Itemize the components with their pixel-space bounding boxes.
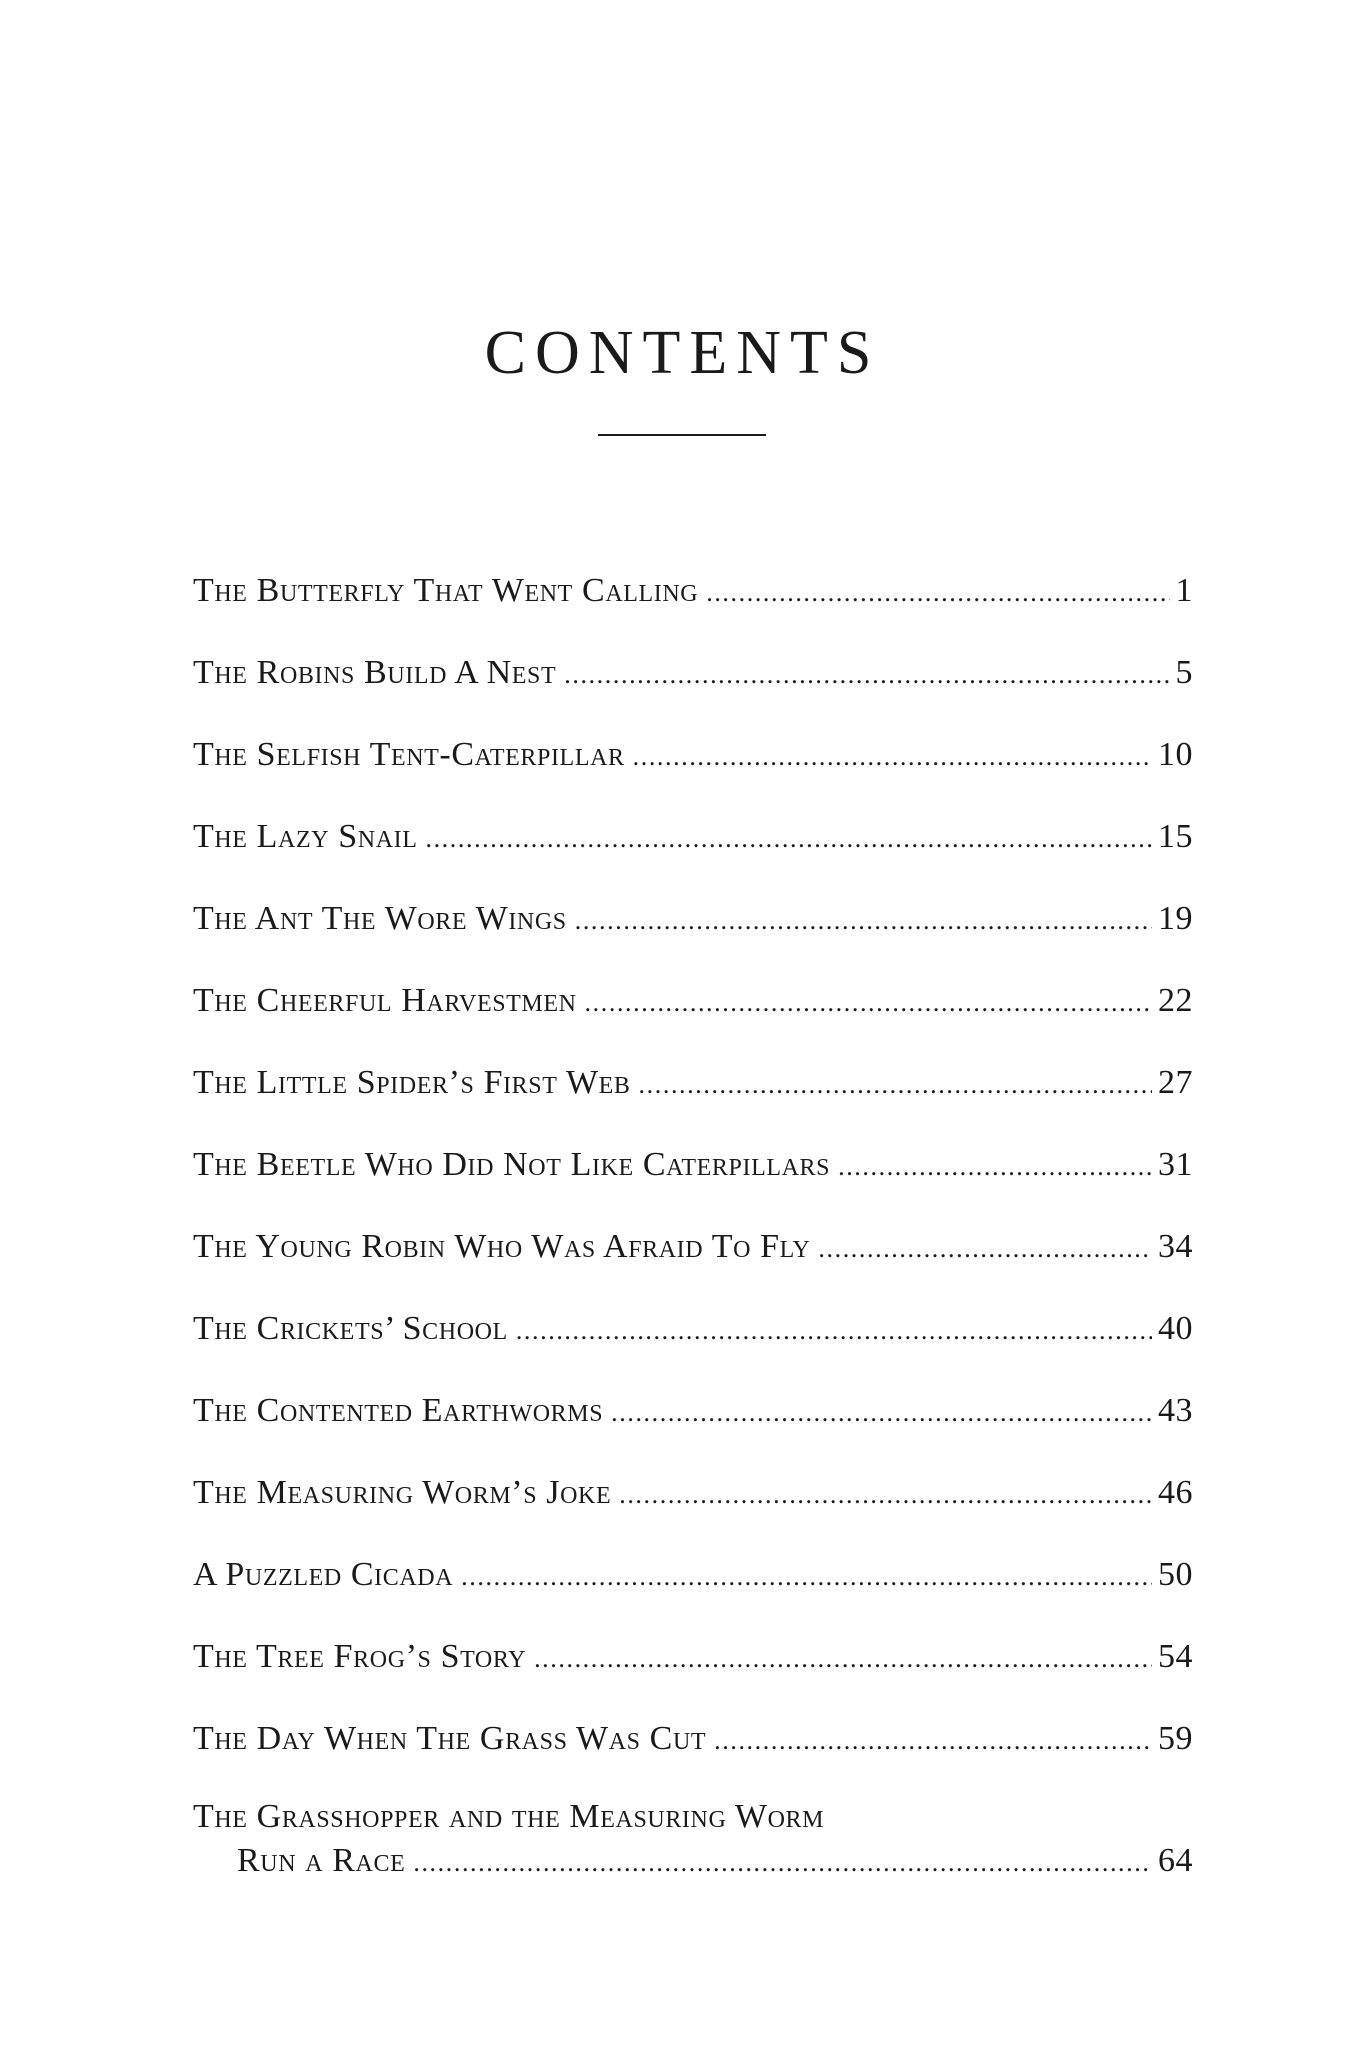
toc-entry-title: The Robins Build A Nest [193,654,557,691]
toc-entry [193,1057,1193,1139]
toc-entry [193,565,1193,647]
toc-entry-title: The Day When The Grass Was Cut [193,1720,707,1757]
toc-entry-page: 27 [1158,1064,1193,1101]
toc-entry-page: 46 [1158,1474,1193,1511]
page-title: CONTENTS [484,319,881,387]
dot-leader [516,1305,1152,1357]
toc-entry-title: The Beetle Who Did Not Like Caterpillars [193,1146,831,1183]
toc-entry-page: 31 [1158,1146,1193,1183]
toc-entry-page: 5 [1175,654,1193,691]
toc-entry-page: 1 [1175,572,1193,609]
dot-leader [575,895,1152,947]
toc-entry-title: The Grasshopper and the Measuring Worm [193,1798,825,1835]
toc-entry [193,1221,1193,1303]
toc-entry-title: The Selfish Tent-Caterpillar [193,736,625,773]
toc-entry-page: 64 [1158,1842,1193,1879]
toc-entry-title: The Young Robin Who Was Afraid To Fly [193,1228,811,1265]
toc-entry [193,1713,1193,1795]
dot-leader [425,813,1152,865]
toc-entry-title-continued: Run a Race [237,1842,406,1879]
toc-entry [193,975,1193,1057]
toc-entry-page: 43 [1158,1392,1193,1429]
dot-leader [714,1715,1152,1767]
toc-entry [193,729,1193,811]
dot-leader [534,1633,1152,1685]
toc-entry-title: The Cheerful Harvestmen [193,982,577,1019]
toc-entry [193,1139,1193,1221]
toc-entry [193,1303,1193,1385]
toc-entry-page: 19 [1158,900,1193,937]
toc-entry [193,1631,1193,1713]
toc-entry-title: The Ant The Wore Wings [193,900,567,937]
dot-leader [838,1141,1152,1193]
toc-entry [193,1467,1193,1549]
dot-leader [461,1551,1152,1603]
toc-entry-title: The Lazy Snail [193,818,418,855]
toc-entry-page: 40 [1158,1310,1193,1347]
toc-entry-page: 22 [1158,982,1193,1019]
toc-entry-title: The Contented Earthworms [193,1392,604,1429]
toc-entry [193,893,1193,975]
toc-entry-title: The Little Spider’s First Web [193,1064,631,1101]
toc-entry-page: 50 [1158,1556,1193,1593]
toc-entry [193,647,1193,729]
toc-entry [193,1385,1193,1467]
table-of-contents [193,565,1193,1885]
toc-entry [193,1795,1193,1885]
toc-entry-title: The Butterfly That Went Calling [193,572,699,609]
toc-entry-title: The Tree Frog’s Story [193,1638,527,1675]
dot-leader [413,1841,1152,1885]
toc-entry-title: The Measuring Worm’s Joke [193,1474,612,1511]
dot-leader [633,731,1152,783]
toc-entry-title: A Puzzled Cicada [193,1556,454,1593]
toc-entry [193,811,1193,893]
toc-entry-page: 10 [1158,736,1193,773]
dot-leader [611,1387,1152,1439]
dot-leader [585,977,1152,1029]
toc-entry-page: 59 [1158,1720,1193,1757]
dot-leader [818,1223,1152,1275]
dot-leader [564,649,1169,701]
toc-entry-page: 34 [1158,1228,1193,1265]
toc-entry-title: The Crickets’ School [193,1310,508,1347]
dot-leader [639,1059,1152,1111]
toc-entry [193,1549,1193,1631]
title-underline-rule [598,434,766,436]
dot-leader [706,567,1169,619]
toc-entry-page: 15 [1158,818,1193,855]
dot-leader [619,1469,1152,1521]
toc-entry-page: 54 [1158,1638,1193,1675]
